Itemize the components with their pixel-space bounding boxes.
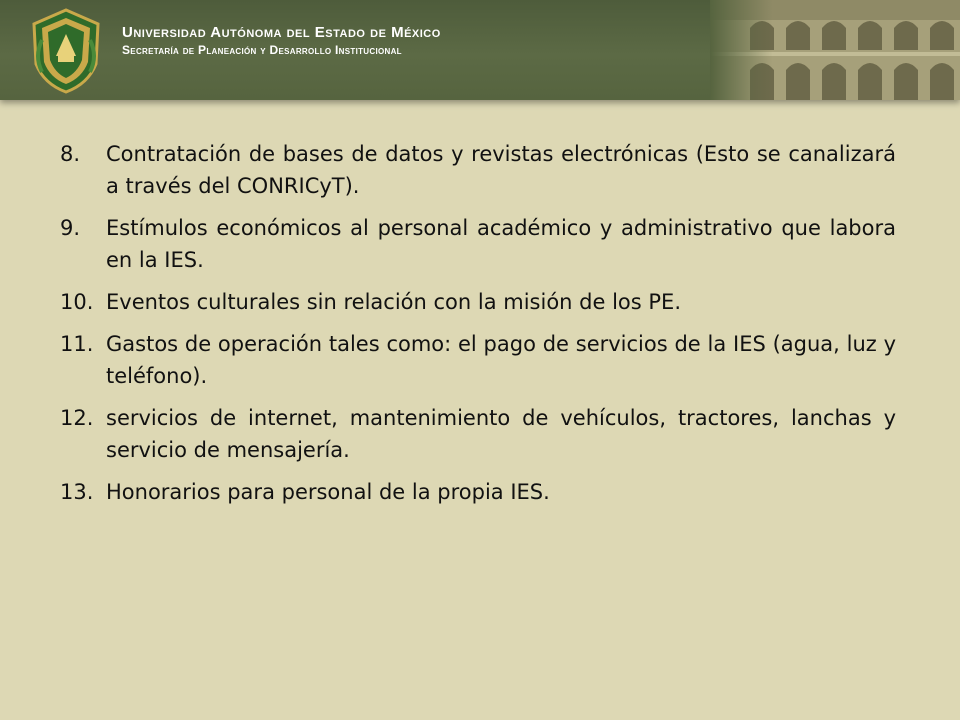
- list-item: [60, 328, 896, 392]
- item-text: Honorarios para personal de la propia IES.: [106, 480, 550, 504]
- header-banner: [0, 0, 960, 100]
- item-text: Contratación de bases de datos y revistas electrónicas (Esto se canalizará a través del CONRICyT).: [106, 142, 896, 198]
- item-text: Estímulos económicos al personal académico y administrativo que labora en la IES.: [106, 216, 896, 272]
- item-number: 9.: [60, 216, 81, 240]
- item-number: 10.: [60, 290, 94, 314]
- secretariat-subtitle: Secretaría de Planeación y Desarrollo Institucional: [122, 43, 402, 57]
- item-number: 13.: [60, 480, 94, 504]
- list-item: [60, 212, 896, 276]
- building-photo: [710, 0, 960, 100]
- item-text: Eventos culturales sin relación con la misión de los PE.: [106, 290, 681, 314]
- item-number: 8.: [60, 142, 81, 166]
- list-item: [60, 138, 896, 202]
- item-number: 12.: [60, 406, 94, 430]
- item-text: Gastos de operación tales como: el pago de servicios de la IES (agua, luz y teléfono).: [106, 332, 896, 388]
- list-item: [60, 286, 896, 318]
- university-seal-icon: [28, 6, 104, 94]
- item-number: 11.: [60, 332, 94, 356]
- list-item: [60, 476, 896, 508]
- university-title: Universidad Autónoma del Estado de México: [122, 24, 441, 41]
- list-item: [60, 402, 896, 466]
- restrictions-list: [60, 138, 896, 518]
- item-text: servicios de internet, mantenimiento de vehículos, tractores, lanchas y servicio de mensajería.: [106, 406, 896, 462]
